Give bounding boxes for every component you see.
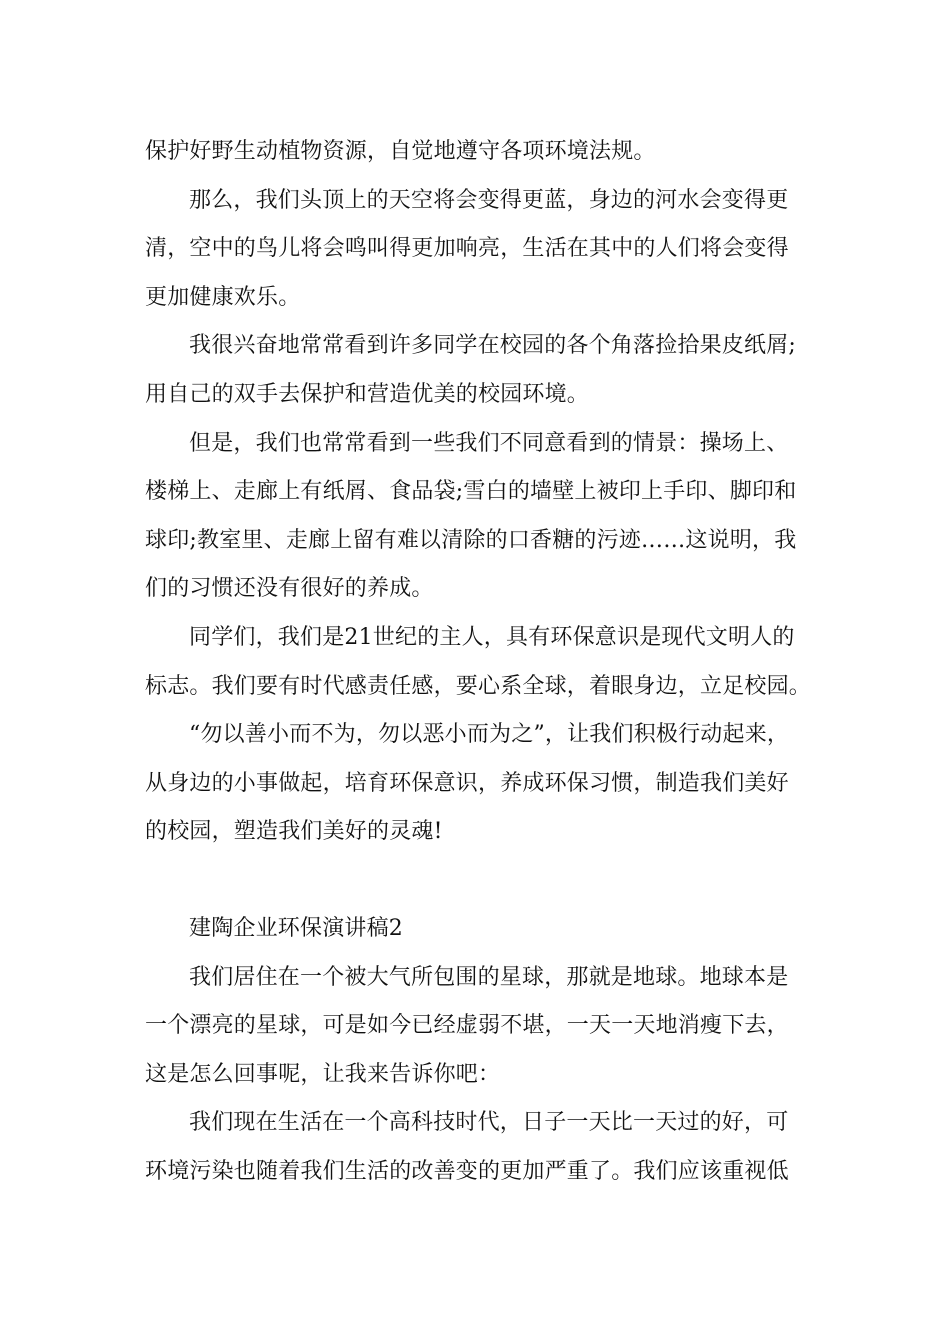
text-line: 楼梯上、走廊上有纸屑、食品袋;雪白的墙壁上被印上手印、脚印和 bbox=[145, 479, 797, 505]
paragraph-start-line: 我很兴奋地常常看到许多同学在校园的各个角落捡拾果皮纸屑; bbox=[189, 333, 797, 359]
section-title: 建陶企业环保演讲稿2 bbox=[189, 915, 403, 941]
paragraph-start-line: 我们现在生活在一个高科技时代，日子一天比一天过的好，可 bbox=[189, 1110, 789, 1136]
text-line: 保护好野生动植物资源，自觉地遵守各项环境法规。 bbox=[145, 139, 656, 164]
text-line: 更加健康欢乐。 bbox=[145, 284, 301, 310]
paragraph-start-line: 那么，我们头顶上的天空将会变得更蓝，身边的河水会变得更 bbox=[189, 187, 789, 213]
text-line: 用自己的双手去保护和营造优美的校园环境。 bbox=[145, 381, 590, 407]
paragraph-start-line: “勿以善小而不为，勿以恶小而为之”，让我们积极行动起来， bbox=[189, 722, 790, 748]
text-line: 这是怎么回事呢，让我来告诉你吧： bbox=[145, 1061, 501, 1087]
text-line: 环境污染也随着我们生活的改善变的更加严重了。我们应该重视低 bbox=[145, 1158, 789, 1184]
text-line: 的校园，塑造我们美好的灵魂! bbox=[145, 819, 443, 845]
paragraph-start-line: 我们居住在一个被大气所包围的星球，那就是地球。地球本是 bbox=[189, 964, 789, 990]
paragraph-start-line: 但是，我们也常常看到一些我们不同意看到的情景：操场上、 bbox=[189, 430, 789, 456]
text-line: 们的习惯还没有很好的养成。 bbox=[145, 576, 434, 602]
section-spacer bbox=[145, 857, 835, 905]
text-line: 一个漂亮的星球，可是如今已经虚弱不堪，一天一天地消瘦下去， bbox=[145, 1013, 789, 1039]
text-line: 球印;教室里、走廊上留有难以清除的口香糖的污迹……这说明，我 bbox=[145, 527, 797, 553]
text-line: 从身边的小事做起，培育环保意识，养成环保习惯，制造我们美好 bbox=[145, 770, 789, 796]
paragraph-start-line: 同学们，我们是21世纪的主人，具有环保意识是现代文明人的 bbox=[189, 624, 795, 650]
document-body bbox=[145, 128, 835, 1196]
text-line: 清，空中的鸟儿将会鸣叫得更加响亮，生活在其中的人们将会变得 bbox=[145, 236, 789, 262]
text-line: 标志。我们要有时代感责任感，要心系全球，着眼身边，立足校园。 bbox=[145, 673, 812, 699]
